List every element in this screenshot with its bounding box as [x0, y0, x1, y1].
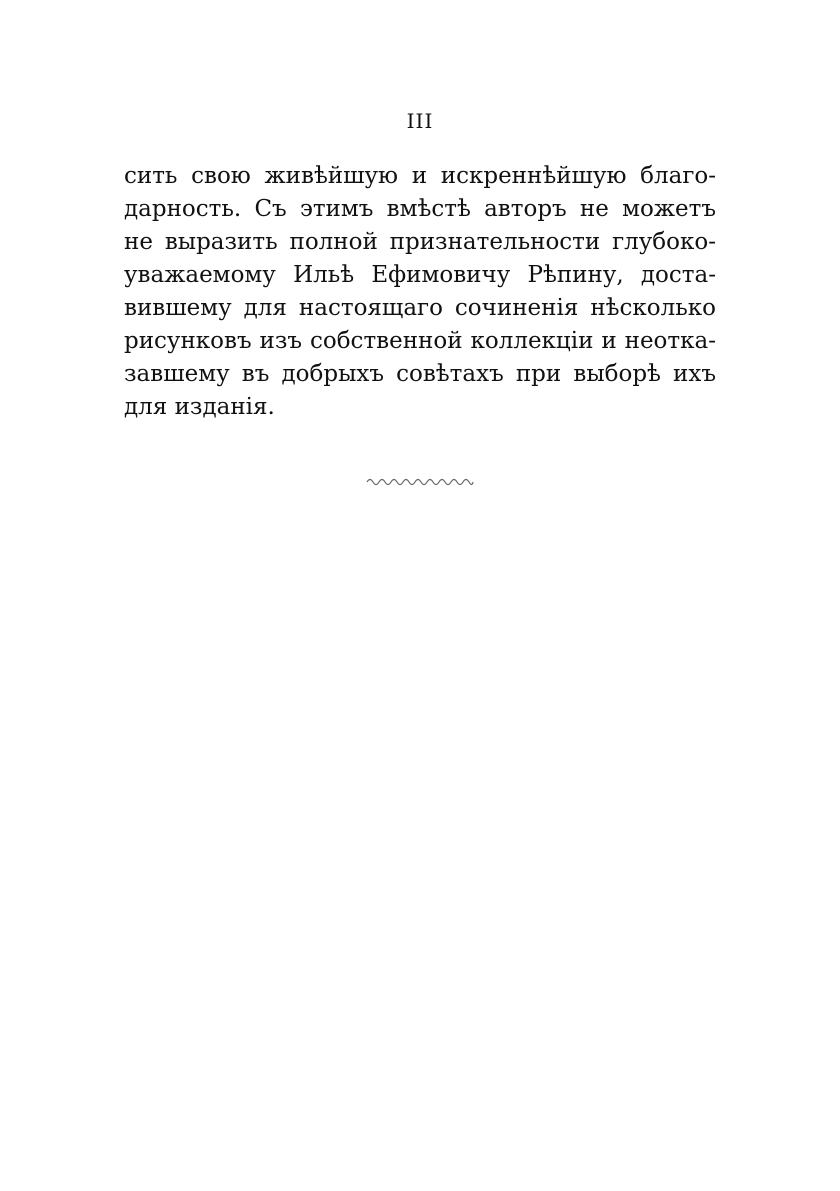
text-line: сить свою живѣйшую и искреннѣйшую благо- [124, 163, 716, 189]
wavy-rule-svg [365, 473, 475, 487]
text-line: для изданія. [124, 394, 275, 420]
text-line: дарность. Съ этимъ вмѣстѣ авторъ не можетъ [124, 196, 716, 222]
text-line: не выразить полной признательности глубоко- [124, 229, 716, 255]
wavy-line [367, 480, 473, 485]
text-line: вившему для настоящаго сочиненія нѣсколько [124, 295, 716, 321]
wavy-rule-icon [0, 473, 840, 487]
text-line: рисунковъ изъ собственной коллекціи и неотка- [124, 328, 716, 354]
page-number: III [406, 109, 434, 133]
text-line: завшему въ добрыхъ совѣтахъ при выборѣ ихъ [124, 361, 716, 387]
body-text [124, 160, 716, 424]
text-line: уважаемому Ильѣ Ефимовичу Рѣпину, доста- [124, 262, 716, 288]
